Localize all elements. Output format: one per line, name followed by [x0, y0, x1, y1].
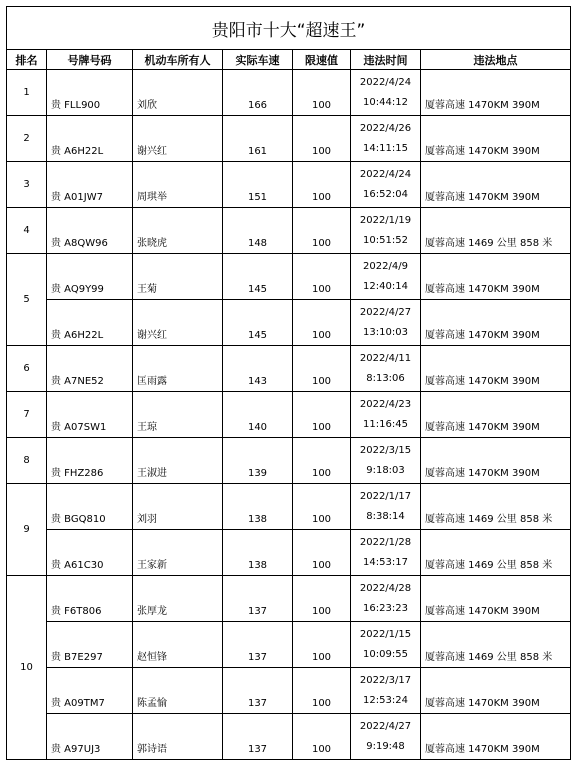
location-cell: 厦蓉高速 1470KM 390M	[421, 254, 571, 300]
datetime-cell	[351, 300, 421, 346]
table-row	[7, 70, 571, 116]
datetime-cell	[351, 254, 421, 300]
header-limit: 限速值	[293, 50, 351, 70]
location-cell: 厦蓉高速 1469 公里 858 米	[421, 622, 571, 668]
rank-cell: 9	[7, 484, 47, 576]
table-row	[7, 254, 571, 300]
speed-cell: 161	[223, 116, 293, 162]
violation-date: 2022/3/17	[359, 674, 412, 686]
owner-cell: 谢兴红	[133, 300, 223, 346]
table-row	[7, 576, 571, 622]
limit-cell: 100	[293, 438, 351, 484]
owner-cell: 赵恒锋	[133, 622, 223, 668]
plate-cell: 贵 A07SW1	[47, 392, 133, 438]
limit-cell: 100	[293, 116, 351, 162]
limit-cell: 100	[293, 254, 351, 300]
violation-date: 2022/4/27	[359, 720, 412, 732]
location-cell: 厦蓉高速 1470KM 390M	[421, 714, 571, 760]
location-cell: 厦蓉高速 1469 公里 858 米	[421, 208, 571, 254]
rank-cell: 3	[7, 162, 47, 208]
plate-cell: 贵 AQ9Y99	[47, 254, 133, 300]
rank-cell: 6	[7, 346, 47, 392]
owner-cell: 周琪举	[133, 162, 223, 208]
violation-clock-time: 10:44:12	[363, 96, 408, 108]
violation-date: 2022/4/27	[359, 306, 412, 318]
plate-cell: 贵 B7E297	[47, 622, 133, 668]
speed-cell: 138	[223, 484, 293, 530]
datetime-cell	[351, 208, 421, 254]
table-body	[7, 70, 571, 760]
datetime-cell	[351, 622, 421, 668]
datetime-cell	[351, 346, 421, 392]
datetime-cell	[351, 438, 421, 484]
location-cell: 厦蓉高速 1470KM 390M	[421, 576, 571, 622]
rank-cell: 5	[7, 254, 47, 346]
datetime-cell	[351, 668, 421, 714]
location-cell: 厦蓉高速 1470KM 390M	[421, 438, 571, 484]
document-page	[6, 6, 571, 760]
violation-date: 2022/4/24	[359, 76, 412, 88]
violation-clock-time: 8:13:06	[366, 372, 405, 384]
owner-cell: 陈孟愉	[133, 668, 223, 714]
plate-cell: 贵 A01JW7	[47, 162, 133, 208]
violation-clock-time: 8:38:14	[366, 510, 405, 522]
limit-cell: 100	[293, 714, 351, 760]
table-row	[7, 714, 571, 760]
datetime-cell	[351, 484, 421, 530]
table-row	[7, 162, 571, 208]
owner-cell: 王淑进	[133, 438, 223, 484]
rank-cell: 8	[7, 438, 47, 484]
header-rank: 排名	[7, 50, 47, 70]
table-row	[7, 668, 571, 714]
violation-date: 2022/3/15	[359, 444, 412, 456]
violation-date: 2022/1/17	[359, 490, 412, 502]
owner-cell: 张厚龙	[133, 576, 223, 622]
rank-cell: 1	[7, 70, 47, 116]
header-owner: 机动车所有人	[133, 50, 223, 70]
limit-cell: 100	[293, 484, 351, 530]
location-cell: 厦蓉高速 1470KM 390M	[421, 346, 571, 392]
violation-date: 2022/4/24	[359, 168, 412, 180]
violation-clock-time: 13:10:03	[363, 326, 408, 338]
speed-cell: 145	[223, 254, 293, 300]
violation-clock-time: 11:16:45	[363, 418, 408, 430]
plate-cell: 贵 A6H22L	[47, 300, 133, 346]
speed-cell: 137	[223, 714, 293, 760]
speed-cell: 148	[223, 208, 293, 254]
table-row	[7, 300, 571, 346]
owner-cell: 王琼	[133, 392, 223, 438]
header-time: 违法时间	[351, 50, 421, 70]
owner-cell: 王菊	[133, 254, 223, 300]
datetime-cell	[351, 714, 421, 760]
violation-clock-time: 14:11:15	[363, 142, 408, 154]
table-row	[7, 116, 571, 162]
table-row	[7, 622, 571, 668]
limit-cell: 100	[293, 346, 351, 392]
table-title: 贵阳市十大“超速王”	[7, 7, 571, 50]
rank-cell: 4	[7, 208, 47, 254]
violation-date: 2022/1/15	[359, 628, 412, 640]
plate-cell: 贵 A8QW96	[47, 208, 133, 254]
owner-cell: 匡雨露	[133, 346, 223, 392]
table-row	[7, 484, 571, 530]
violation-clock-time: 14:53:17	[363, 556, 408, 568]
violation-date: 2022/1/19	[359, 214, 412, 226]
table-row	[7, 530, 571, 576]
speed-cell: 140	[223, 392, 293, 438]
datetime-cell	[351, 576, 421, 622]
limit-cell: 100	[293, 392, 351, 438]
violation-clock-time: 10:09:55	[363, 648, 408, 660]
table-row	[7, 208, 571, 254]
plate-cell: 贵 A6H22L	[47, 116, 133, 162]
datetime-cell	[351, 392, 421, 438]
location-cell: 厦蓉高速 1470KM 390M	[421, 300, 571, 346]
table-row	[7, 438, 571, 484]
violation-date: 2022/4/11	[359, 352, 412, 364]
datetime-cell	[351, 162, 421, 208]
violation-date: 2022/1/28	[359, 536, 412, 548]
datetime-cell	[351, 116, 421, 162]
violation-clock-time: 16:23:23	[363, 602, 408, 614]
limit-cell: 100	[293, 70, 351, 116]
limit-cell: 100	[293, 300, 351, 346]
owner-cell: 王家新	[133, 530, 223, 576]
violation-date: 2022/4/26	[359, 122, 412, 134]
rank-cell: 7	[7, 392, 47, 438]
speed-cell: 137	[223, 668, 293, 714]
violation-clock-time: 10:51:52	[363, 234, 408, 246]
violation-date: 2022/4/23	[359, 398, 412, 410]
violation-date: 2022/4/9	[363, 260, 408, 272]
plate-cell: 贵 A97UJ3	[47, 714, 133, 760]
violation-clock-time: 12:53:24	[363, 694, 408, 706]
limit-cell: 100	[293, 576, 351, 622]
datetime-cell	[351, 530, 421, 576]
limit-cell: 100	[293, 208, 351, 254]
owner-cell: 刘欣	[133, 70, 223, 116]
limit-cell: 100	[293, 622, 351, 668]
owner-cell: 刘羽	[133, 484, 223, 530]
location-cell: 厦蓉高速 1470KM 390M	[421, 392, 571, 438]
plate-cell: 贵 FLL900	[47, 70, 133, 116]
limit-cell: 100	[293, 162, 351, 208]
violation-clock-time: 12:40:14	[363, 280, 408, 292]
datetime-cell	[351, 70, 421, 116]
limit-cell: 100	[293, 668, 351, 714]
speeding-table	[6, 6, 571, 760]
speed-cell: 139	[223, 438, 293, 484]
speed-cell: 137	[223, 576, 293, 622]
plate-cell: 贵 A61C30	[47, 530, 133, 576]
location-cell: 厦蓉高速 1470KM 390M	[421, 668, 571, 714]
violation-clock-time: 16:52:04	[363, 188, 408, 200]
location-cell: 厦蓉高速 1470KM 390M	[421, 162, 571, 208]
plate-cell: 贵 FHZ286	[47, 438, 133, 484]
location-cell: 厦蓉高速 1469 公里 858 米	[421, 530, 571, 576]
violation-date: 2022/4/28	[359, 582, 412, 594]
violation-clock-time: 9:19:48	[366, 740, 405, 752]
header-location: 违法地点	[421, 50, 571, 70]
speed-cell: 143	[223, 346, 293, 392]
plate-cell: 贵 F6T806	[47, 576, 133, 622]
speed-cell: 166	[223, 70, 293, 116]
plate-cell: 贵 A09TM7	[47, 668, 133, 714]
owner-cell: 谢兴红	[133, 116, 223, 162]
rank-cell: 10	[7, 576, 47, 760]
speed-cell: 138	[223, 530, 293, 576]
speed-cell: 145	[223, 300, 293, 346]
table-row	[7, 346, 571, 392]
owner-cell: 张晓虎	[133, 208, 223, 254]
header-speed: 实际车速	[223, 50, 293, 70]
header-plate: 号牌号码	[47, 50, 133, 70]
location-cell: 厦蓉高速 1470KM 390M	[421, 70, 571, 116]
speed-cell: 151	[223, 162, 293, 208]
rank-cell: 2	[7, 116, 47, 162]
table-row	[7, 392, 571, 438]
violation-clock-time: 9:18:03	[366, 464, 405, 476]
plate-cell: 贵 BGQ810	[47, 484, 133, 530]
location-cell: 厦蓉高速 1470KM 390M	[421, 116, 571, 162]
location-cell: 厦蓉高速 1469 公里 858 米	[421, 484, 571, 530]
owner-cell: 郭诗语	[133, 714, 223, 760]
speed-cell: 137	[223, 622, 293, 668]
plate-cell: 贵 A7NE52	[47, 346, 133, 392]
limit-cell: 100	[293, 530, 351, 576]
